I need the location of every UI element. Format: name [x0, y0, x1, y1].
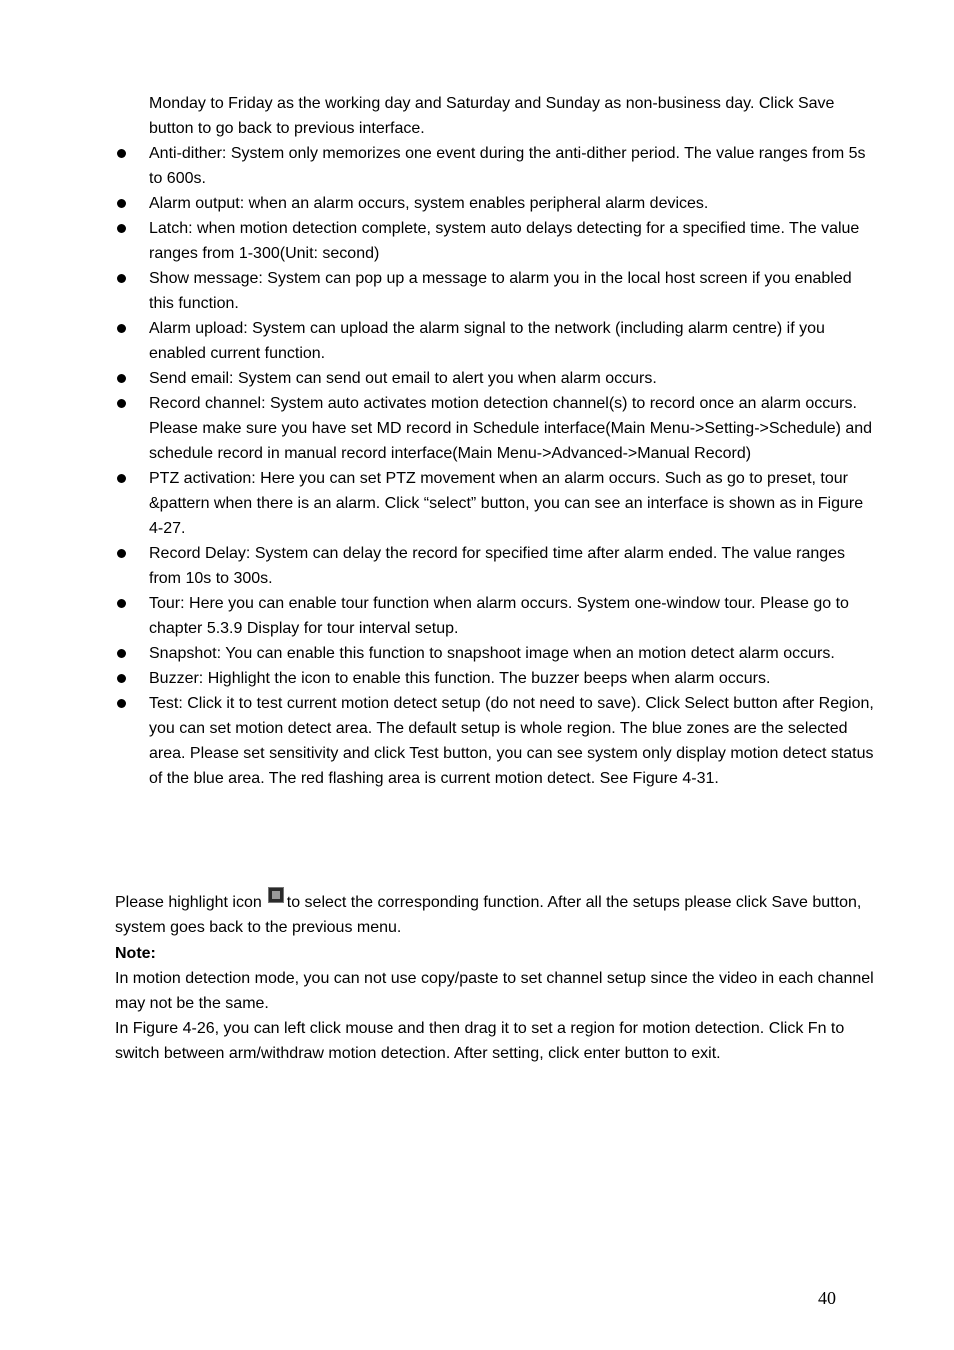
list-item — [115, 691, 875, 791]
list-item-text: Show message: System can pop up a message to alarm you in the local host screen if you enabled this function. — [149, 270, 852, 312]
list-item-text: Alarm output: when an alarm occurs, system enables peripheral alarm devices. — [149, 195, 709, 212]
bullet-icon — [117, 674, 126, 683]
list-item-text: PTZ activation: Here you can set PTZ movement when an alarm occurs. Such as go to preset, tour &pattern when there is an alarm. Click “select” button, you can see an interface is shown as in Figure 4-27. — [149, 470, 864, 537]
feature-bullet-list — [115, 141, 875, 791]
bullet-icon — [117, 474, 126, 483]
bullet-icon — [117, 149, 126, 158]
list-item-text: Test: Click it to test current motion detect setup (do not need to save). Click Select button after Region, you can set motion detect area. The default setup is whole region. The blue zones are the selected area. Please set sensitivity and click Test button, you can see system only display motion detect status of the blue area. The red flashing area is current motion detect. See Figure 4-31. — [149, 695, 874, 787]
bullet-icon — [117, 549, 126, 558]
list-item-text: Buzzer: Highlight the icon to enable this function. The buzzer beeps when alarm occurs. — [149, 670, 771, 687]
list-item-text: Record channel: System auto activates motion detection channel(s) to record once an alarm occurs. Please make sure you have set MD record in Schedule interface(Main Menu->Setting->Schedule) and schedule record in manual record interface(Main Menu->Advanced->Manual Record) — [149, 395, 873, 462]
list-item — [115, 316, 875, 366]
bullet-icon — [117, 699, 126, 708]
bullet-icon — [117, 274, 126, 283]
note-paragraph: In motion detection mode, you can not use copy/paste to set channel setup since the video in each channel may not be the same. — [115, 970, 874, 1012]
list-item — [115, 666, 875, 691]
note-label: Note: — [115, 945, 156, 962]
list-item — [115, 266, 875, 316]
note-paragraph: In Figure 4-26, you can left click mouse and then drag it to set a region for motion detection. Click Fn to switch between arm/withdraw motion detection. After setting, click enter button to exit. — [115, 1020, 845, 1062]
list-item-text: Send email: System can send out email to alert you when alarm occurs. — [149, 370, 657, 387]
list-item-text: Record Delay: System can delay the record for specified time after alarm ended. The value ranges from 10s to 300s. — [149, 545, 846, 587]
list-item — [115, 591, 875, 641]
list-item — [115, 641, 875, 666]
bullet-icon — [117, 599, 126, 608]
list-item — [115, 541, 875, 591]
list-item — [115, 366, 875, 391]
list-item-text: Anti-dither: System only memorizes one event during the anti-dither period. The value ranges from 5s to 600s. — [149, 145, 866, 187]
highlight-text-before: Please highlight icon — [115, 894, 262, 911]
bullet-icon — [117, 324, 126, 333]
post-list-section — [115, 890, 875, 1066]
list-item-text: Alarm upload: System can upload the alarm signal to the network (including alarm centre) if you enabled current function. — [149, 320, 825, 362]
bullet-icon — [117, 224, 126, 233]
page-number: 40 — [818, 1288, 836, 1308]
highlight-instruction — [115, 890, 875, 940]
list-item-text: Snapshot: You can enable this function to snapshoot image when an motion detect alarm occurs. — [149, 645, 835, 662]
bullet-icon — [117, 399, 126, 408]
bullet-icon — [117, 199, 126, 208]
list-item — [115, 216, 875, 266]
list-item-text: Latch: when motion detection complete, system auto delays detecting for a specified time. The value ranges from 1-300(Unit: second) — [149, 220, 860, 262]
highlight-text-after: to select the corresponding function. After all the setups please click Save button, system goes back to the previous menu. — [115, 894, 862, 936]
list-item — [115, 466, 875, 541]
bullet-icon — [117, 374, 126, 383]
continuation-paragraph: Monday to Friday as the working day and Saturday and Sunday as non-business day. Click Save button to go back to previous interface. — [149, 95, 835, 137]
bullet-icon — [117, 649, 126, 658]
list-item — [115, 191, 875, 216]
list-item-text: Tour: Here you can enable tour function when alarm occurs. System one-window tour. Please go to chapter 5.3.9 Display for tour interval setup. — [149, 595, 849, 637]
list-item — [115, 141, 875, 191]
list-item — [115, 391, 875, 466]
highlight-checkbox-icon — [268, 887, 284, 903]
